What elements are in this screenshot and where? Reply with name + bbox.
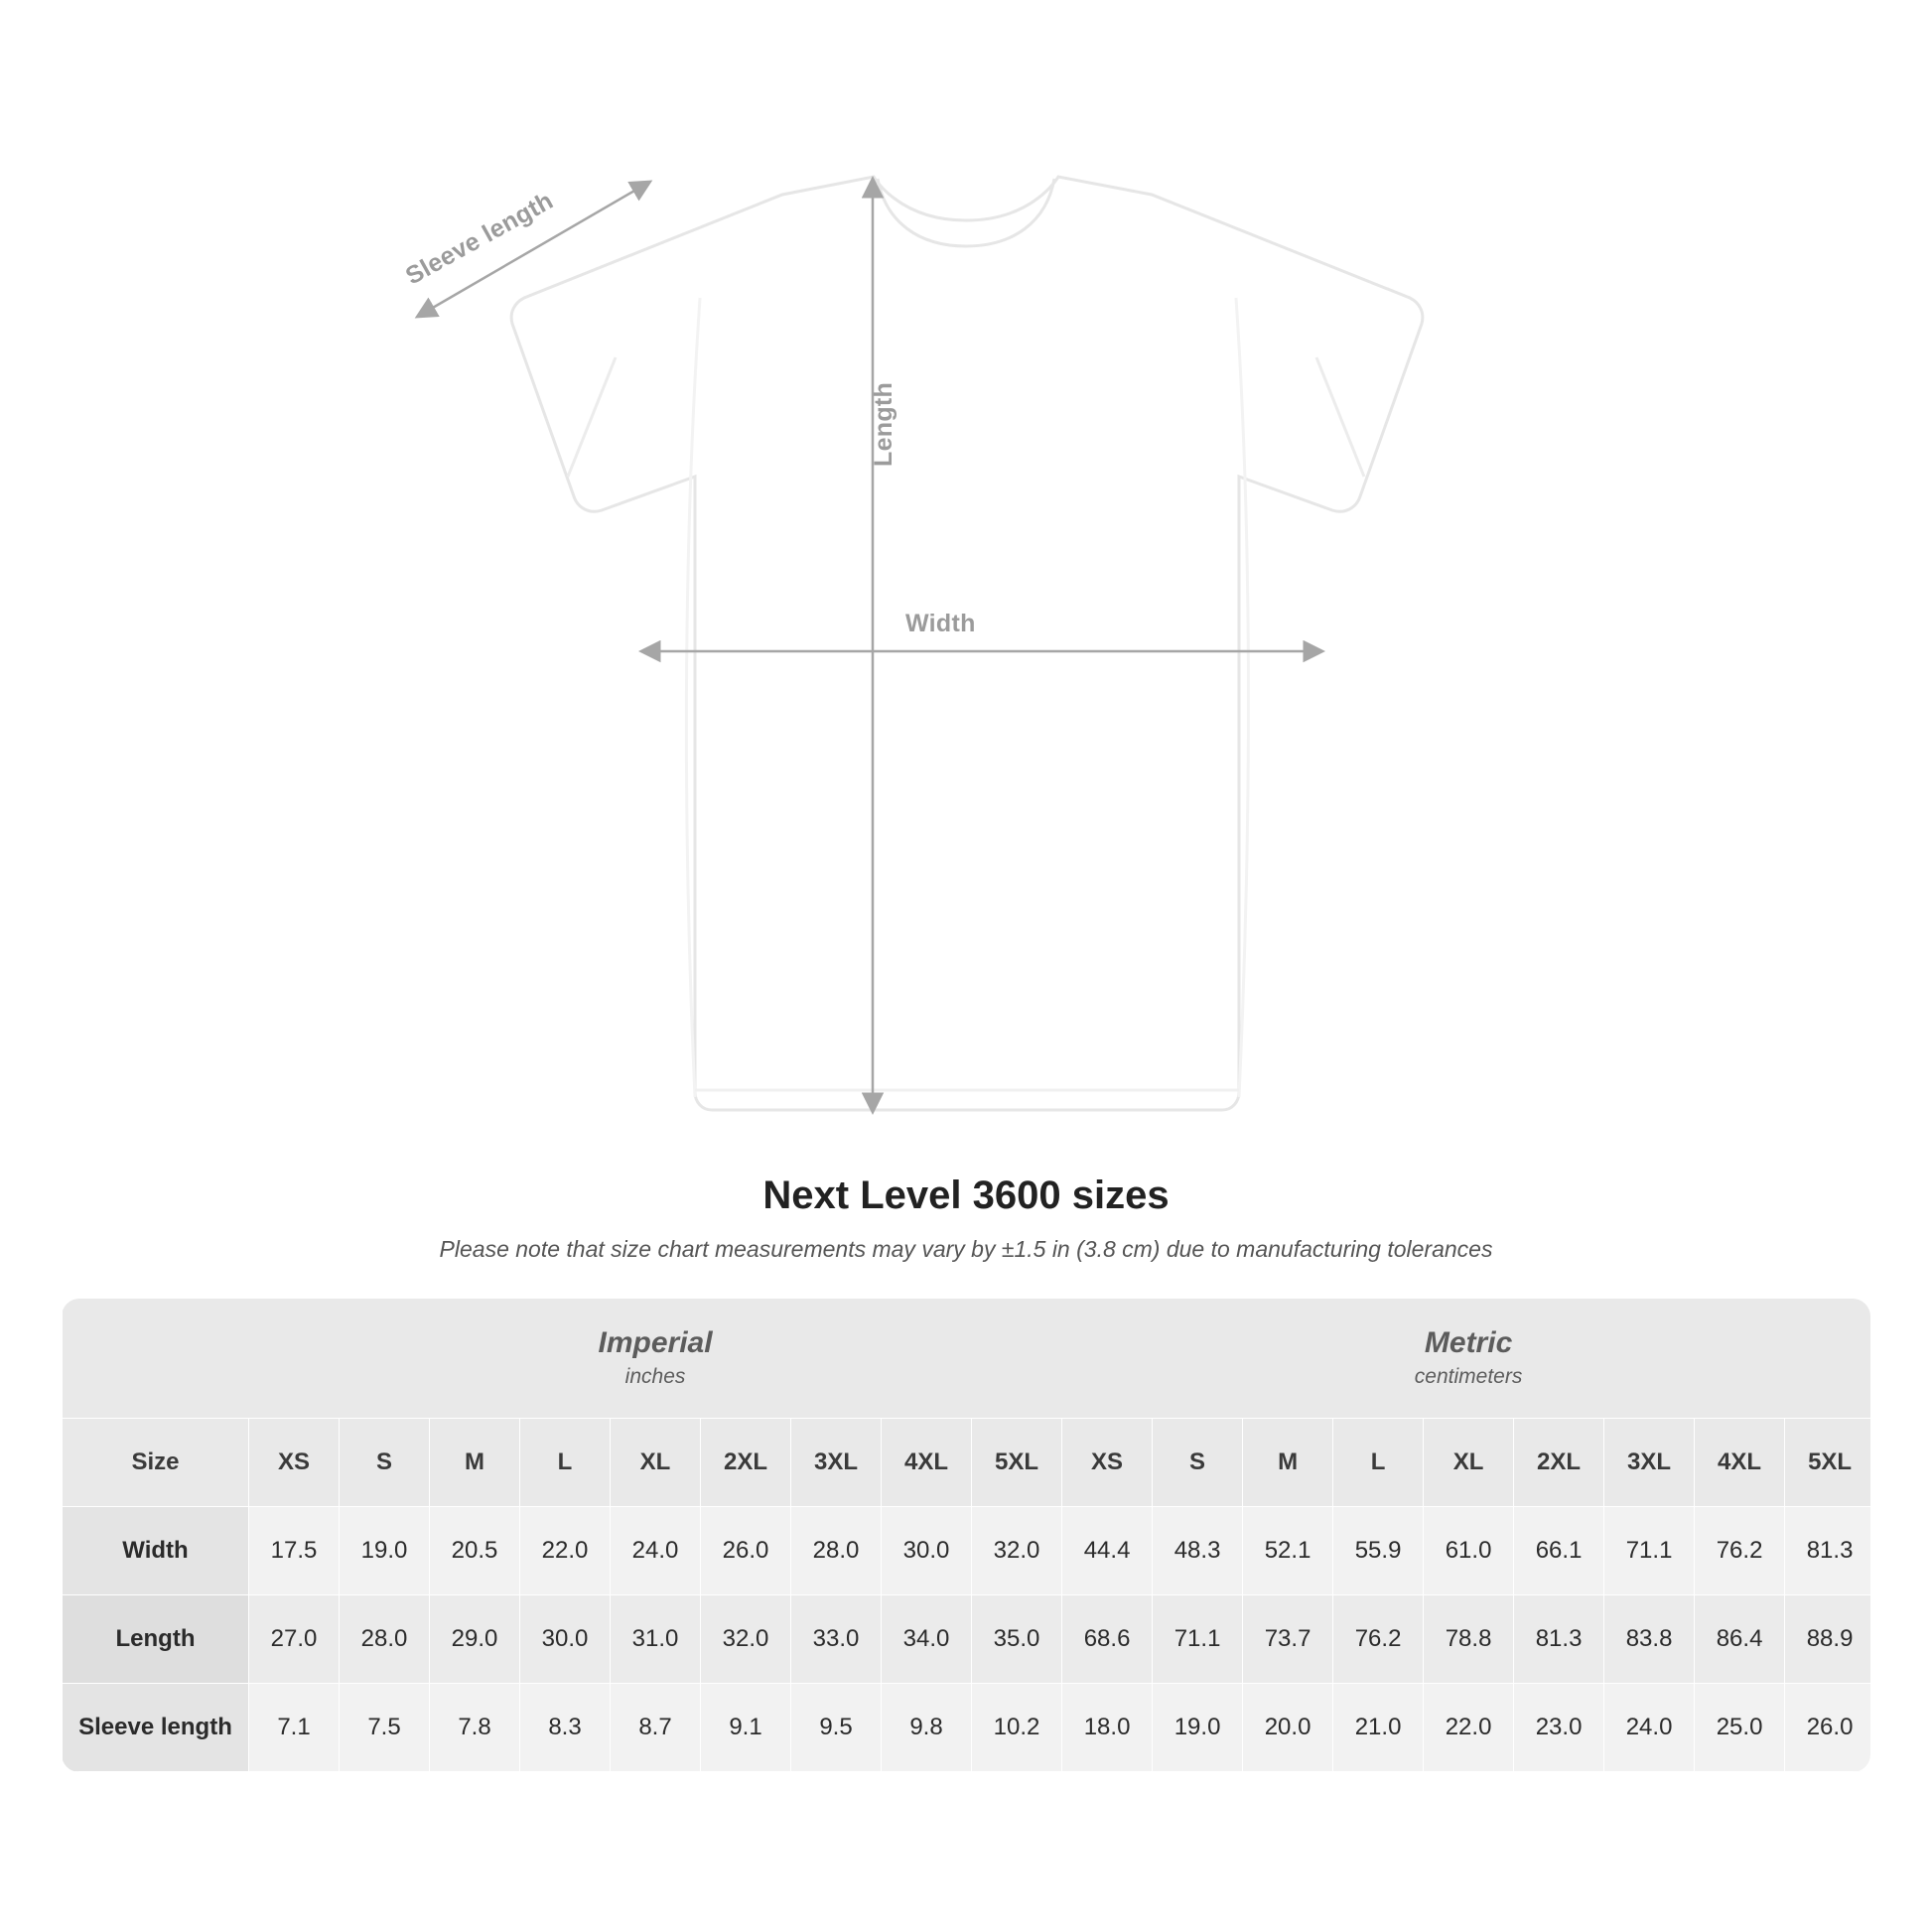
table-row bbox=[63, 1595, 1871, 1684]
cell-sleeve-metric-2xl: 23.0 bbox=[1514, 1684, 1604, 1772]
row-label-length: Length bbox=[63, 1595, 249, 1684]
size-chart-table-wrapper bbox=[62, 1299, 1870, 1772]
cell-width-metric-xs: 44.4 bbox=[1062, 1507, 1153, 1595]
cell-width-metric-4xl: 76.2 bbox=[1695, 1507, 1785, 1595]
title-block bbox=[0, 1173, 1932, 1263]
cell-length-imperial-3xl: 33.0 bbox=[791, 1595, 882, 1684]
cell-length-metric-m: 73.7 bbox=[1243, 1595, 1333, 1684]
size-header-imperial-3xl: 3XL bbox=[791, 1419, 882, 1507]
size-header-metric-5xl: 5XL bbox=[1785, 1419, 1870, 1507]
cell-width-imperial-s: 19.0 bbox=[340, 1507, 430, 1595]
length-dimension-label: Length bbox=[870, 381, 897, 467]
cell-width-imperial-xs: 17.5 bbox=[249, 1507, 340, 1595]
cell-length-metric-xs: 68.6 bbox=[1062, 1595, 1153, 1684]
size-header-metric-xs: XS bbox=[1062, 1419, 1153, 1507]
size-header-imperial-xs: XS bbox=[249, 1419, 340, 1507]
row-label-width: Width bbox=[63, 1507, 249, 1595]
cell-sleeve-imperial-5xl: 10.2 bbox=[972, 1684, 1062, 1772]
cell-sleeve-imperial-s: 7.5 bbox=[340, 1684, 430, 1772]
cell-length-imperial-2xl: 32.0 bbox=[701, 1595, 791, 1684]
table-corner-cell bbox=[63, 1299, 249, 1419]
table-row bbox=[63, 1507, 1871, 1595]
cell-width-imperial-xl: 24.0 bbox=[611, 1507, 701, 1595]
size-header-imperial-l: L bbox=[520, 1419, 611, 1507]
cell-length-imperial-s: 28.0 bbox=[340, 1595, 430, 1684]
imperial-unit-header bbox=[249, 1299, 1062, 1419]
cell-width-metric-3xl: 71.1 bbox=[1604, 1507, 1695, 1595]
size-header-metric-2xl: 2XL bbox=[1514, 1419, 1604, 1507]
table-row bbox=[63, 1684, 1871, 1772]
cell-sleeve-metric-xl: 22.0 bbox=[1424, 1684, 1514, 1772]
size-header-metric-s: S bbox=[1153, 1419, 1243, 1507]
cell-width-metric-2xl: 66.1 bbox=[1514, 1507, 1604, 1595]
size-header-row bbox=[63, 1419, 1871, 1507]
size-header-metric-4xl: 4XL bbox=[1695, 1419, 1785, 1507]
cell-length-metric-4xl: 86.4 bbox=[1695, 1595, 1785, 1684]
size-header-metric-l: L bbox=[1333, 1419, 1424, 1507]
width-dimension-label: Width bbox=[905, 610, 976, 637]
cell-sleeve-metric-4xl: 25.0 bbox=[1695, 1684, 1785, 1772]
metric-unit-name: Metric bbox=[1424, 1325, 1513, 1359]
cell-sleeve-metric-l: 21.0 bbox=[1333, 1684, 1424, 1772]
cell-width-metric-xl: 61.0 bbox=[1424, 1507, 1514, 1595]
size-header-imperial-2xl: 2XL bbox=[701, 1419, 791, 1507]
size-header-imperial-xl: XL bbox=[611, 1419, 701, 1507]
cell-width-metric-l: 55.9 bbox=[1333, 1507, 1424, 1595]
cell-sleeve-metric-m: 20.0 bbox=[1243, 1684, 1333, 1772]
cell-length-metric-2xl: 81.3 bbox=[1514, 1595, 1604, 1684]
size-header-imperial-s: S bbox=[340, 1419, 430, 1507]
cell-width-metric-s: 48.3 bbox=[1153, 1507, 1243, 1595]
cell-length-metric-3xl: 83.8 bbox=[1604, 1595, 1695, 1684]
imperial-unit-name: Imperial bbox=[598, 1325, 713, 1359]
cell-length-imperial-l: 30.0 bbox=[520, 1595, 611, 1684]
cell-width-imperial-3xl: 28.0 bbox=[791, 1507, 882, 1595]
cell-length-metric-xl: 78.8 bbox=[1424, 1595, 1514, 1684]
cell-length-metric-s: 71.1 bbox=[1153, 1595, 1243, 1684]
cell-length-metric-5xl: 88.9 bbox=[1785, 1595, 1870, 1684]
cell-width-imperial-5xl: 32.0 bbox=[972, 1507, 1062, 1595]
size-header-metric-3xl: 3XL bbox=[1604, 1419, 1695, 1507]
cell-width-metric-5xl: 81.3 bbox=[1785, 1507, 1870, 1595]
size-header-imperial-4xl: 4XL bbox=[882, 1419, 972, 1507]
cell-sleeve-metric-3xl: 24.0 bbox=[1604, 1684, 1695, 1772]
unit-header-row bbox=[63, 1299, 1871, 1419]
size-header-imperial-5xl: 5XL bbox=[972, 1419, 1062, 1507]
cell-length-imperial-xl: 31.0 bbox=[611, 1595, 701, 1684]
page-title: Next Level 3600 sizes bbox=[762, 1173, 1170, 1217]
cell-length-imperial-xs: 27.0 bbox=[249, 1595, 340, 1684]
size-header-metric-m: M bbox=[1243, 1419, 1333, 1507]
metric-unit-header bbox=[1062, 1299, 1870, 1419]
size-header-imperial-m: M bbox=[430, 1419, 520, 1507]
cell-sleeve-imperial-3xl: 9.5 bbox=[791, 1684, 882, 1772]
cell-length-metric-l: 76.2 bbox=[1333, 1595, 1424, 1684]
cell-sleeve-metric-xs: 18.0 bbox=[1062, 1684, 1153, 1772]
row-label-sleeve-length: Sleeve length bbox=[63, 1684, 249, 1772]
cell-sleeve-imperial-2xl: 9.1 bbox=[701, 1684, 791, 1772]
size-header-metric-xl: XL bbox=[1424, 1419, 1514, 1507]
sleeve-length-dimension-label: Sleeve length bbox=[401, 186, 558, 291]
cell-width-metric-m: 52.1 bbox=[1243, 1507, 1333, 1595]
imperial-unit-sub: inches bbox=[624, 1365, 686, 1388]
cell-sleeve-metric-s: 19.0 bbox=[1153, 1684, 1243, 1772]
cell-sleeve-imperial-xl: 8.7 bbox=[611, 1684, 701, 1772]
size-chart-table bbox=[62, 1299, 1870, 1772]
cell-sleeve-metric-5xl: 26.0 bbox=[1785, 1684, 1870, 1772]
cell-sleeve-imperial-l: 8.3 bbox=[520, 1684, 611, 1772]
size-header-label: Size bbox=[63, 1419, 249, 1507]
cell-sleeve-imperial-4xl: 9.8 bbox=[882, 1684, 972, 1772]
tolerance-note: Please note that size chart measurements may vary by ±1.5 in (3.8 cm) due to manufacturing tolerances bbox=[439, 1236, 1493, 1262]
cell-width-imperial-l: 22.0 bbox=[520, 1507, 611, 1595]
cell-width-imperial-4xl: 30.0 bbox=[882, 1507, 972, 1595]
metric-unit-sub: centimeters bbox=[1414, 1365, 1523, 1388]
cell-sleeve-imperial-xs: 7.1 bbox=[249, 1684, 340, 1772]
cell-width-imperial-m: 20.5 bbox=[430, 1507, 520, 1595]
tshirt-shape bbox=[511, 177, 1423, 1110]
cell-length-imperial-m: 29.0 bbox=[430, 1595, 520, 1684]
cell-length-imperial-4xl: 34.0 bbox=[882, 1595, 972, 1684]
cell-length-imperial-5xl: 35.0 bbox=[972, 1595, 1062, 1684]
cell-sleeve-imperial-m: 7.8 bbox=[430, 1684, 520, 1772]
cell-width-imperial-2xl: 26.0 bbox=[701, 1507, 791, 1595]
